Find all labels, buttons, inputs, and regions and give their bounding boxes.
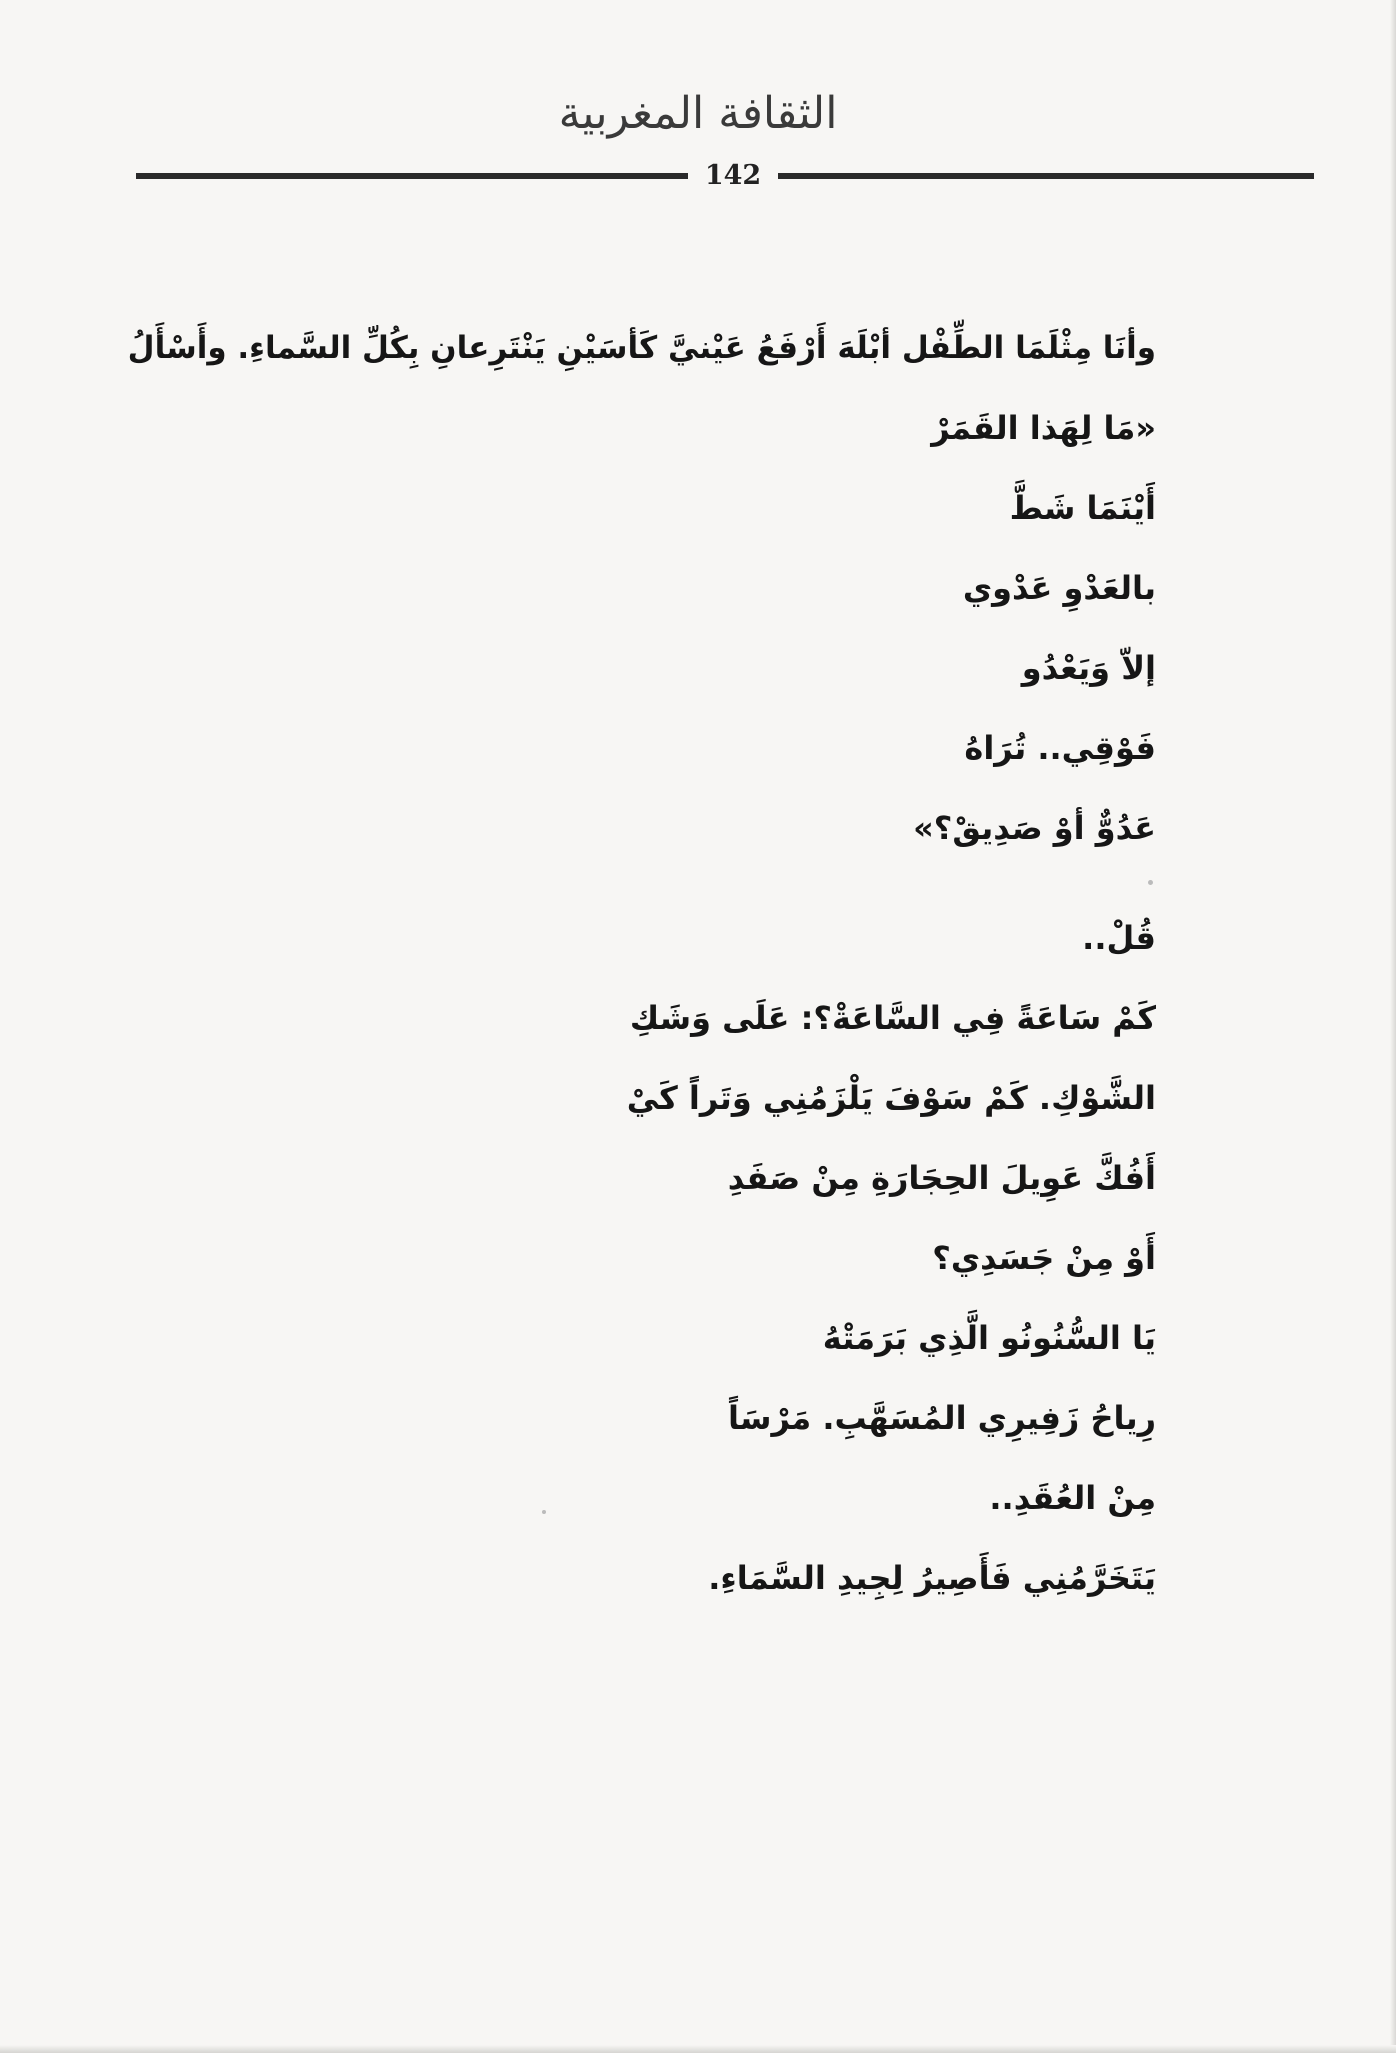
poem-line: «مَا لِهَذا القَمَرْ xyxy=(931,409,1156,447)
page-edge-bottom xyxy=(0,2045,1396,2053)
page-edge xyxy=(1390,0,1396,2053)
poem-line: رِياحُ زَفِيرِي المُسَهَّبِ. مَرْسَاً xyxy=(728,1399,1156,1437)
poem-line: الشَّوْكِ. كَمْ سَوْفَ يَلْزَمُنِي وَتَراً كَيْ xyxy=(626,1079,1156,1117)
header-rule-left xyxy=(136,173,688,179)
poem-line: وأنَا مِثْلَمَا الطِّفْل أبْلَهَ أَرْفَعُ عَيْنيَّ كَأسَيْنِ يَنْتَرِعانِ بِكُلِّ السَّماءِ. وأَسْأَلُ xyxy=(127,330,1156,366)
scan-speck xyxy=(1148,880,1153,885)
poem-line: أَفُكَّ عَوِيلَ الحِجَارَةِ مِنْ صَفَدِ xyxy=(727,1159,1156,1197)
poem-line: مِنْ العُقَدِ.. xyxy=(989,1479,1156,1517)
poem-line: أَيْنَمَا شَطَّ xyxy=(1009,489,1156,527)
poem-body xyxy=(127,318,1156,1628)
poem-line: كَمْ سَاعَةً فِي السَّاعَةْ؟: عَلَى وَشَكِ xyxy=(629,999,1156,1037)
running-header-title: الثقافة المغربية xyxy=(558,88,838,139)
poem-line: إلاّ وَيَعْدُو xyxy=(1021,649,1156,687)
poem-line: فَوْقِي.. تُرَاهُ xyxy=(964,729,1156,767)
poem-line: قُلْ.. xyxy=(1082,919,1156,957)
poem-line: بالعَدْوِ عَدْوي xyxy=(962,569,1156,607)
poem-line: عَدُوٌّ أوْ صَدِيقْ؟» xyxy=(913,809,1156,847)
page-number: 142 xyxy=(704,160,762,191)
poem-line: يَا السُّنُونُو الَّذِي بَرَمَتْهُ xyxy=(822,1319,1156,1357)
scan-speck xyxy=(542,1510,546,1514)
poem-line: يَتَخَرَّمُنِي فَأَصِيرُ لِجِيدِ السَّمَاءِ. xyxy=(708,1559,1156,1597)
poem-line: أَوْ مِنْ جَسَدِي؟ xyxy=(932,1239,1156,1277)
header-rule-right xyxy=(778,173,1314,179)
